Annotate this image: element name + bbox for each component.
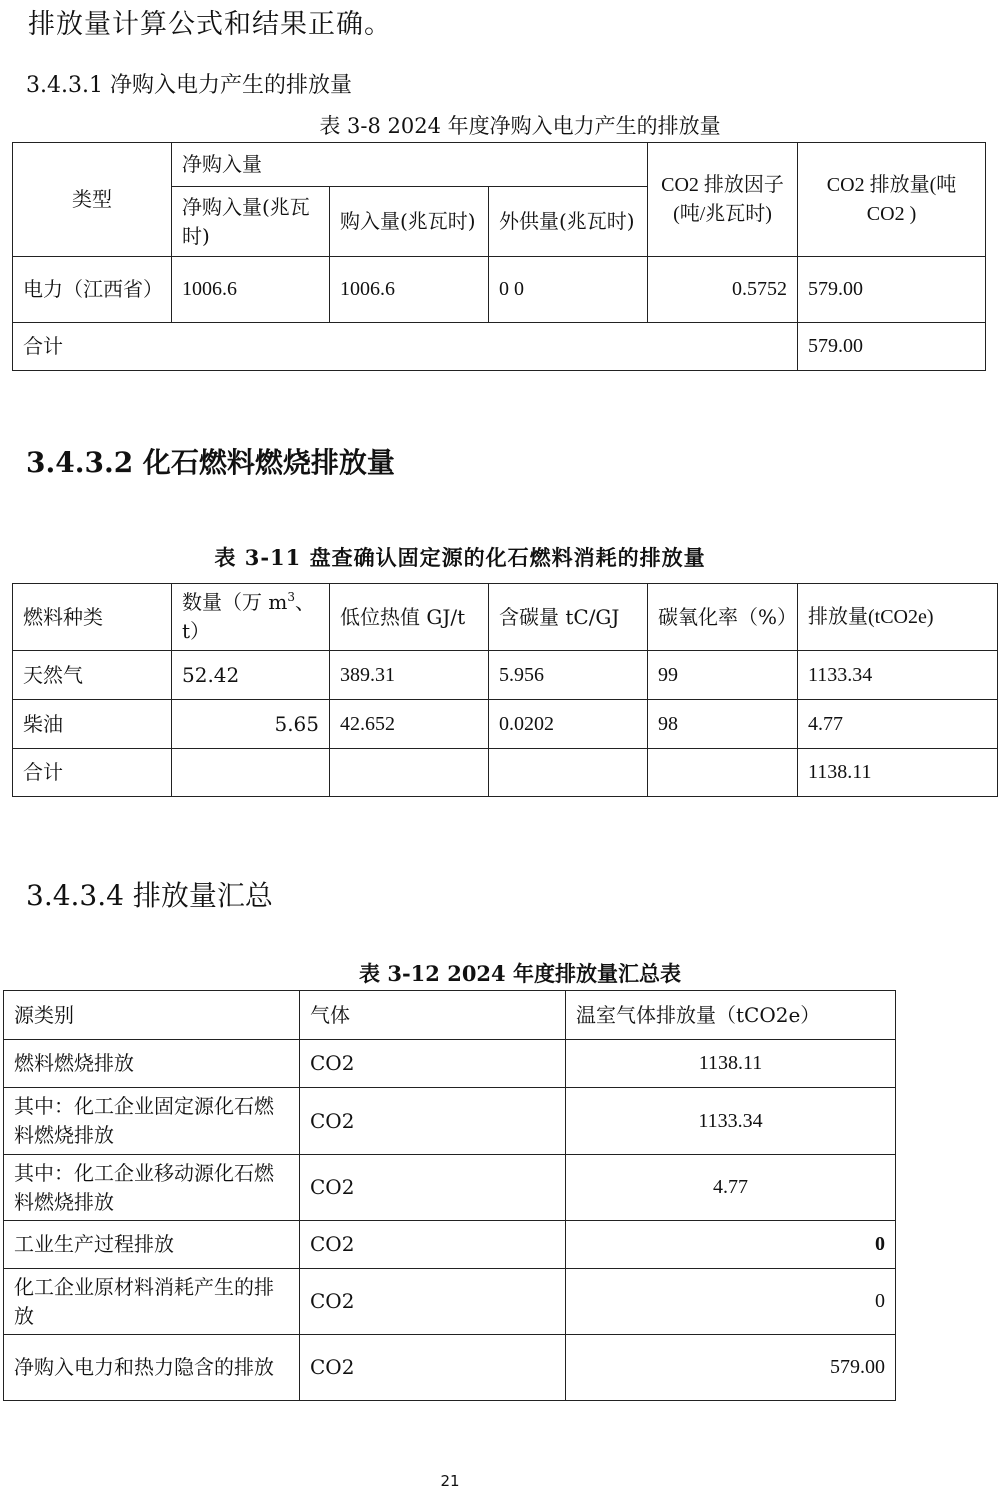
header-supply: 外供量(兆瓦时): [489, 187, 648, 257]
table-caption-electricity: 表 3-8 2024 年度净购入电力产生的排放量: [319, 114, 721, 138]
cell-gas: CO2: [300, 1335, 566, 1401]
cell-purchase: 1006.6: [330, 257, 489, 323]
cell-emission: 1138.11: [566, 1040, 896, 1088]
cell-factor: 0.5752: [648, 257, 798, 323]
cell-source: 工业生产过程排放: [4, 1221, 300, 1269]
cell-supply: 0 0: [489, 257, 648, 323]
total-label: 合计: [13, 749, 172, 797]
cell-source: 化工企业原材料消耗产生的排放: [4, 1269, 300, 1335]
total-label: 合计: [13, 323, 798, 371]
cell-carbon: 5.956: [489, 651, 648, 700]
page-number: 21: [440, 1472, 460, 1490]
header-type: 类型: [13, 143, 172, 257]
cell-fuel: 柴油: [13, 700, 172, 749]
table-row: [4, 1269, 896, 1335]
table-row: [4, 1088, 896, 1155]
cell-type: 电力（江西省）: [13, 257, 172, 323]
header-gas: 气体: [300, 991, 566, 1040]
cell-quantity: 5.65: [172, 700, 330, 749]
header-emission: CO2 排放量(吨 CO2 ): [798, 143, 986, 257]
table-row: [4, 1040, 896, 1088]
total-value: 1138.11: [798, 749, 998, 797]
cell-quantity: 52.42: [172, 651, 330, 700]
header-net-group: 净购入量: [172, 143, 648, 187]
header-quantity: 数量（万 $m^3$、t）: [172, 584, 330, 651]
table-row: [4, 1335, 896, 1401]
cell-source: 燃料燃烧排放: [4, 1040, 300, 1088]
header-net: 净购入量(兆瓦时): [172, 187, 330, 257]
cell-emission: 1133.34: [798, 651, 998, 700]
cell-emission: 4.77: [798, 700, 998, 749]
header-purchase: 购入量(兆瓦时): [330, 187, 489, 257]
cell-ncv: 42.652: [330, 700, 489, 749]
cell-fuel: 天然气: [13, 651, 172, 700]
header-fuel: 燃料种类: [13, 584, 172, 651]
cell-emission: 4.77: [566, 1155, 896, 1221]
header-emission: 温室气体排放量（tCO2e）: [566, 991, 896, 1040]
cell-emission: 0: [566, 1221, 896, 1269]
header-source: 源类别: [4, 991, 300, 1040]
table-row: [4, 1155, 896, 1221]
cell-gas: CO2: [300, 1155, 566, 1221]
cell-oxidation: 99: [648, 651, 798, 700]
header-emission: 排放量(tCO2e): [798, 584, 998, 651]
cell-emission: 579.00: [798, 257, 986, 323]
cell-ncv: 389.31: [330, 651, 489, 700]
header-oxidation: 碳氧化率（%）: [648, 584, 798, 651]
cell-source: 其中：化工企业固定源化石燃料燃烧排放: [4, 1088, 300, 1155]
cell-gas: CO2: [300, 1221, 566, 1269]
table-row: [13, 700, 998, 749]
table-caption-fossil-fuel: 表 3-11 盘查确认固定源的化石燃料消耗的排放量: [214, 545, 706, 570]
cell-gas: CO2: [300, 1088, 566, 1155]
header-factor: CO2 排放因子(吨/兆瓦时): [648, 143, 798, 257]
section-heading-fossil-fuel: 3.4.3.2 化石燃料燃烧排放量: [26, 446, 395, 479]
cell-source: 其中：化工企业移动源化石燃料燃烧排放: [4, 1155, 300, 1221]
cell-oxidation: 98: [648, 700, 798, 749]
electricity-table: [12, 142, 986, 371]
header-carbon: 含碳量 tC/GJ: [489, 584, 648, 651]
cell-gas: CO2: [300, 1269, 566, 1335]
cell-emission: 579.00: [566, 1335, 896, 1401]
table-row: [4, 1221, 896, 1269]
cell-carbon: 0.0202: [489, 700, 648, 749]
cell-net: 1006.6: [172, 257, 330, 323]
summary-table: [3, 990, 896, 1401]
header-ncv: 低位热值 GJ/t: [330, 584, 489, 651]
table-caption-summary: 表 3-12 2024 年度排放量汇总表: [359, 961, 681, 986]
section-heading-summary: 3.4.3.4 排放量汇总: [26, 879, 273, 912]
intro-text: 排放量计算公式和结果正确。: [28, 9, 392, 40]
cell-gas: CO2: [300, 1040, 566, 1088]
cell-emission: 0: [566, 1269, 896, 1335]
section-heading-electricity: 3.4.3.1 净购入电力产生的排放量: [26, 73, 352, 98]
cell-emission: 1133.34: [566, 1088, 896, 1155]
total-value: 579.00: [798, 323, 986, 371]
cell-source: 净购入电力和热力隐含的排放: [4, 1335, 300, 1401]
fossil-fuel-table: [12, 583, 998, 797]
table-row: [13, 651, 998, 700]
